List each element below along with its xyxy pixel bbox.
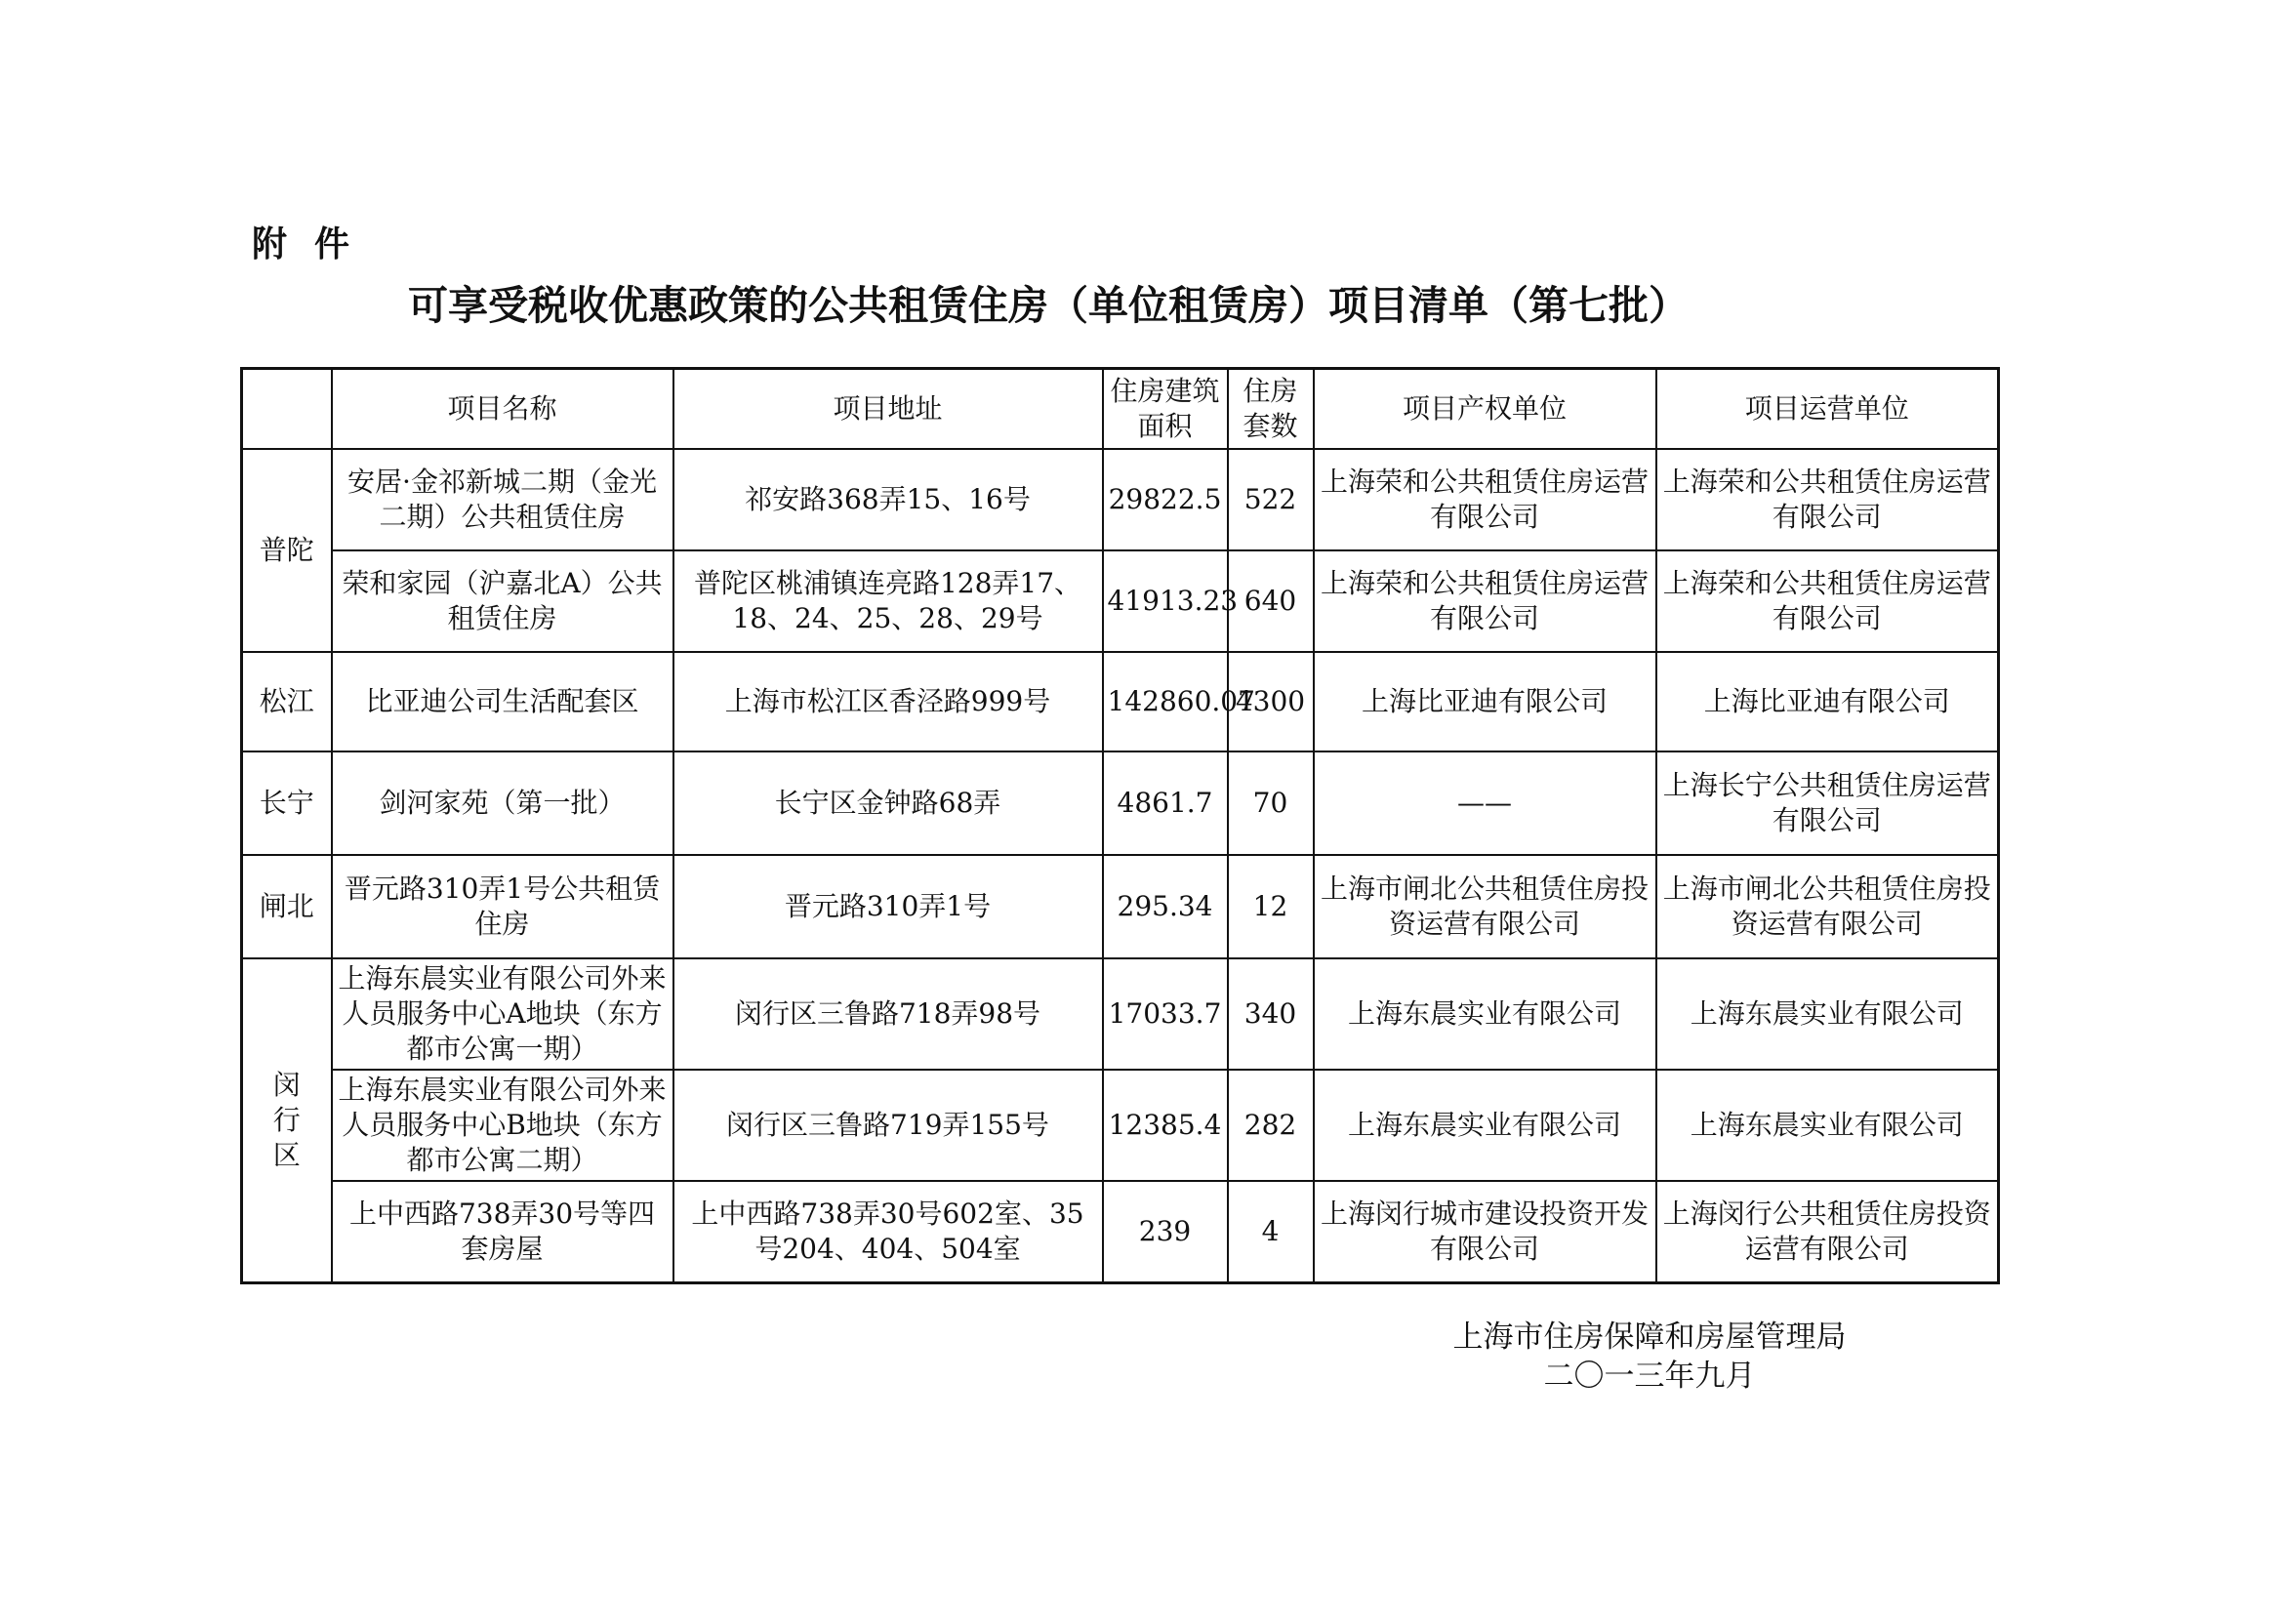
project-name-cell: 上海东晨实业有限公司外来人员服务中心A地块（东方都市公寓一期） (332, 958, 673, 1070)
unit-count-cell: 4300 (1228, 652, 1314, 751)
operator-cell: 上海荣和公共租赁住房运营有限公司 (1656, 449, 1999, 550)
owner-cell: 上海东晨实业有限公司 (1314, 1070, 1656, 1181)
project-address-cell: 祁安路368弄15、16号 (673, 449, 1103, 550)
issue-date: 二〇一三年九月 (1543, 1359, 1756, 1394)
floor-area-cell: 41913.23 (1103, 550, 1228, 652)
owner-cell: 上海比亚迪有限公司 (1314, 652, 1656, 751)
header-operator: 项目运营单位 (1656, 369, 1999, 450)
owner-cell: 上海荣和公共租赁住房运营有限公司 (1314, 550, 1656, 652)
operator-cell: 上海市闸北公共租赁住房投资运营有限公司 (1656, 855, 1999, 958)
owner-cell: 上海荣和公共租赁住房运营有限公司 (1314, 449, 1656, 550)
project-name-cell: 安居·金祁新城二期（金光二期）公共租赁住房 (332, 449, 673, 550)
unit-count-cell: 4 (1228, 1181, 1314, 1282)
district-cell: 普陀 (242, 449, 332, 652)
attachment-label: 附件 (252, 224, 378, 264)
table-row (242, 1181, 1999, 1282)
unit-count-cell: 12 (1228, 855, 1314, 958)
header-district (242, 369, 332, 450)
table-row (242, 855, 1999, 958)
header-project-address: 项目地址 (673, 369, 1103, 450)
header-row (242, 369, 1999, 450)
district-cell: 闸北 (242, 855, 332, 958)
project-address-cell: 晋元路310弄1号 (673, 855, 1103, 958)
district-cell: 长宁 (242, 751, 332, 855)
floor-area-cell: 17033.7 (1103, 958, 1228, 1070)
signature-block (1425, 1318, 1874, 1396)
header-unit-count: 住房套数 (1228, 369, 1314, 450)
project-name-cell: 剑河家苑（第一批） (332, 751, 673, 855)
project-address-cell: 普陀区桃浦镇连亮路128弄17、18、24、25、28、29号 (673, 550, 1103, 652)
project-name-cell: 晋元路310弄1号公共租赁住房 (332, 855, 673, 958)
operator-cell: 上海长宁公共租赁住房运营有限公司 (1656, 751, 1999, 855)
project-address-cell: 长宁区金钟路68弄 (673, 751, 1103, 855)
project-address-cell: 闵行区三鲁路718弄98号 (673, 958, 1103, 1070)
floor-area-cell: 295.34 (1103, 855, 1228, 958)
district-cell: 松江 (242, 652, 332, 751)
district-cell: 闵行区 (242, 958, 332, 1282)
floor-area-cell: 239 (1103, 1181, 1228, 1282)
unit-count-cell: 522 (1228, 449, 1314, 550)
table-row (242, 550, 1999, 652)
project-name-cell: 上海东晨实业有限公司外来人员服务中心B地块（东方都市公寓二期） (332, 1070, 673, 1181)
operator-cell: 上海荣和公共租赁住房运营有限公司 (1656, 550, 1999, 652)
project-name-cell: 比亚迪公司生活配套区 (332, 652, 673, 751)
operator-cell: 上海比亚迪有限公司 (1656, 652, 1999, 751)
operator-cell: 上海闵行公共租赁住房投资运营有限公司 (1656, 1181, 1999, 1282)
project-name-cell: 荣和家园（沪嘉北A）公共租赁住房 (332, 550, 673, 652)
project-name-cell: 上中西路738弄30号等四套房屋 (332, 1181, 673, 1282)
project-address-cell: 闵行区三鲁路719弄155号 (673, 1070, 1103, 1181)
table-row (242, 449, 1999, 550)
owner-cell: 上海闵行城市建设投资开发有限公司 (1314, 1181, 1656, 1282)
unit-count-cell: 640 (1228, 550, 1314, 652)
table-row (242, 1070, 1999, 1181)
header-owner: 项目产权单位 (1314, 369, 1656, 450)
floor-area-cell: 4861.7 (1103, 751, 1228, 855)
operator-cell: 上海东晨实业有限公司 (1656, 958, 1999, 1070)
floor-area-cell: 29822.5 (1103, 449, 1228, 550)
table-row (242, 652, 1999, 751)
project-table (240, 367, 2000, 1284)
unit-count-cell: 340 (1228, 958, 1314, 1070)
table-row (242, 751, 1999, 855)
issuing-organization: 上海市住房保障和房屋管理局 (1452, 1320, 1847, 1355)
floor-area-cell: 12385.4 (1103, 1070, 1228, 1181)
unit-count-cell: 282 (1228, 1070, 1314, 1181)
header-project-name: 项目名称 (332, 369, 673, 450)
project-address-cell: 上中西路738弄30号602室、35号204、404、504室 (673, 1181, 1103, 1282)
unit-count-cell: 70 (1228, 751, 1314, 855)
project-address-cell: 上海市松江区香泾路999号 (673, 652, 1103, 751)
operator-cell: 上海东晨实业有限公司 (1656, 1070, 1999, 1181)
floor-area-cell: 142860.07 (1103, 652, 1228, 751)
owner-cell: 上海东晨实业有限公司 (1314, 958, 1656, 1070)
header-floor-area: 住房建筑面积 (1103, 369, 1228, 450)
document-title: 可享受税收优惠政策的公共租赁住房（单位租赁房）项目清单（第七批） (408, 282, 1689, 329)
table-row (242, 958, 1999, 1070)
owner-cell: 上海市闸北公共租赁住房投资运营有限公司 (1314, 855, 1656, 958)
owner-cell: —— (1314, 751, 1656, 855)
